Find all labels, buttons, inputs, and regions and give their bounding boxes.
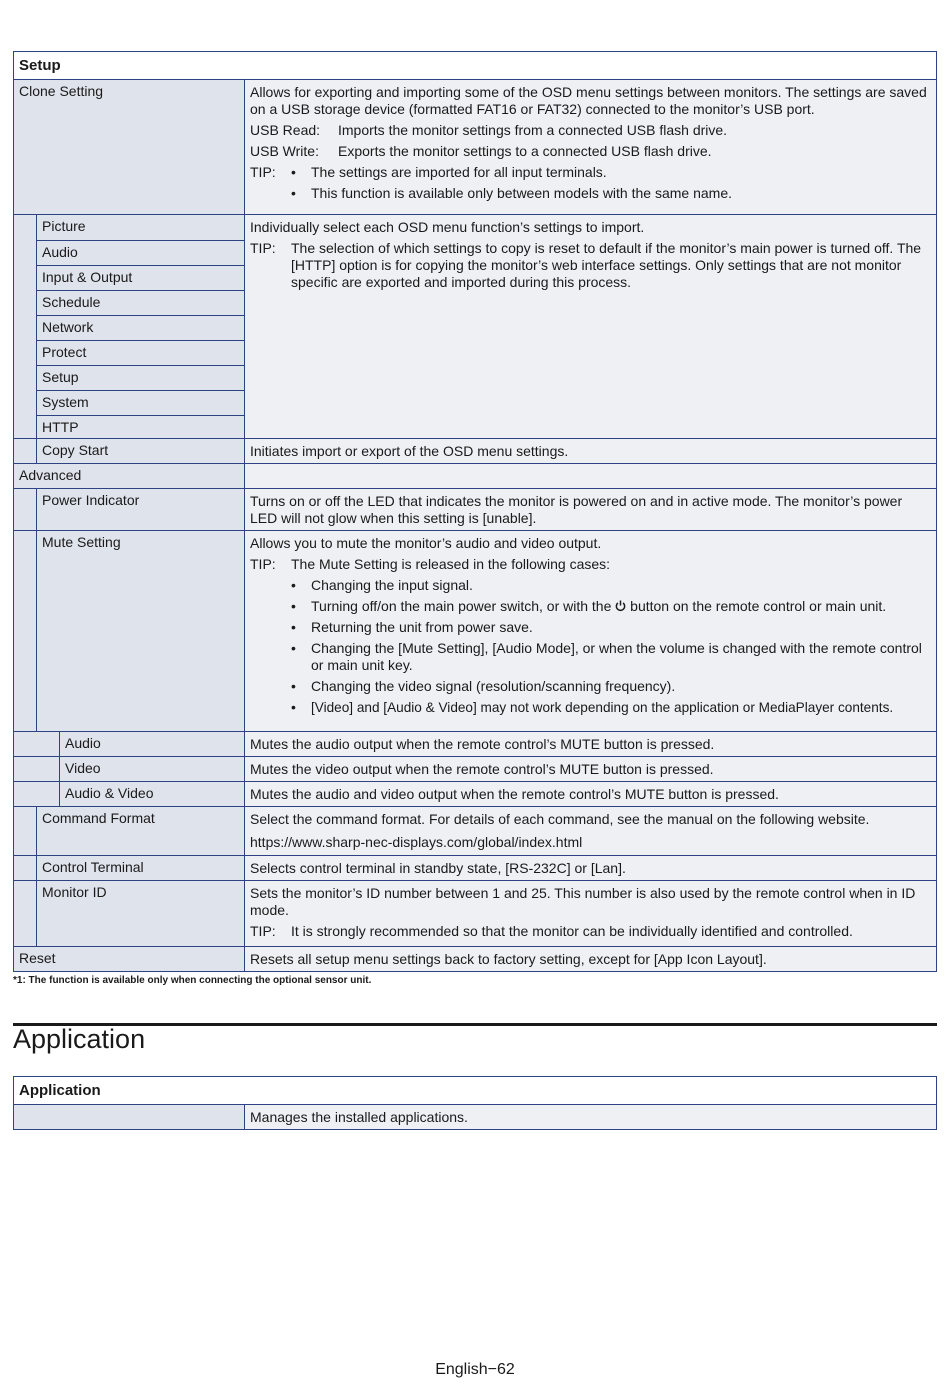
clone-tip-bullet: This function is available only between models with the same name.: [311, 185, 732, 201]
mute-setting-row: [14, 530, 936, 731]
setup-table-title: Setup: [14, 52, 936, 79]
command-format-row: [14, 806, 936, 855]
mute-bullet: [Video] and [Audio & Video] may not work depending on the application or MediaPlayer contents.: [311, 700, 894, 715]
setup-table: [13, 51, 937, 972]
mute-tip-key: TIP:: [250, 556, 276, 572]
mute-bullet: Returning the unit from power save.: [311, 619, 533, 635]
clone-item-setup: Setup: [37, 365, 244, 390]
command-format-label: Command Format: [42, 810, 155, 826]
bullet-icon: •: [291, 640, 296, 656]
mute-av-desc: Mutes the audio and video output when the remote control’s MUTE button is pressed.: [250, 786, 779, 802]
bullet-icon: •: [291, 577, 296, 593]
command-format-desc: Select the command format. For details of each command, see the manual on the following website.: [250, 811, 870, 827]
bullet-icon: •: [291, 699, 296, 715]
clone-setting-desc: Allows for exporting and importing some of the OSD menu settings between monitors. The settings are saved on a USB storage device (formatted FAT16 or FAT32) connected to the monitor’s USB port.: [250, 84, 927, 117]
mute-bullet: Changing the video signal (resolution/scanning frequency).: [311, 678, 676, 694]
section-divider: [13, 1023, 937, 1026]
clone-item-system: System: [37, 390, 244, 415]
usb-write-value: Exports the monitor settings to a connected USB flash drive.: [338, 143, 712, 159]
application-table: [13, 1076, 937, 1130]
clone-items-tip-key: TIP:: [250, 240, 276, 256]
clone-setting-row: [14, 79, 936, 214]
clone-item-protect: Protect: [37, 340, 244, 365]
clone-tip-bullet: The settings are imported for all input terminals.: [311, 164, 607, 180]
application-desc: Manages the installed applications.: [250, 1109, 468, 1125]
mute-video-desc: Mutes the video output when the remote control’s MUTE button is pressed.: [250, 761, 714, 777]
mute-power-text-pre: Turning off/on the main power switch, or with the: [311, 598, 612, 614]
control-terminal-label: Control Terminal: [42, 859, 144, 875]
clone-setting-label: Clone Setting: [19, 83, 104, 99]
mute-av-row: [14, 781, 936, 806]
usb-read-value: Imports the monitor settings from a connected USB flash drive.: [338, 122, 728, 138]
advanced-label: Advanced: [19, 467, 82, 483]
reset-row: [14, 946, 936, 971]
advanced-row: [14, 463, 936, 488]
footnote: *1: The function is available only when connecting the optional sensor unit.: [13, 975, 372, 986]
monitor-id-tip: It is strongly recommended so that the monitor can be individually identified and controlled.: [291, 923, 853, 939]
copy-start-label: Copy Start: [42, 442, 109, 458]
bullet-icon: •: [291, 619, 296, 635]
bullet-icon: •: [291, 678, 296, 694]
reset-desc: Resets all setup menu settings back to factory setting, except for [App Icon Layout].: [250, 951, 767, 967]
mute-audio-label: Audio: [65, 735, 101, 751]
mute-bullet: Changing the [Mute Setting], [Audio Mode], or when the volume is changed with the remote control or main unit key.: [311, 640, 922, 673]
monitor-id-desc: Sets the monitor’s ID number between 1 and 25. This number is also used by the remote control when in ID mode.: [250, 885, 916, 918]
mute-setting-label: Mute Setting: [42, 534, 121, 550]
mute-video-row: [14, 756, 936, 781]
bullet-icon: •: [291, 164, 296, 180]
power-indicator-label: Power Indicator: [42, 492, 140, 508]
mute-audio-desc: Mutes the audio output when the remote control’s MUTE button is pressed.: [250, 736, 715, 752]
control-terminal-row: [14, 855, 936, 880]
page-number: English−62: [435, 1361, 515, 1378]
copy-start-row: [14, 438, 936, 463]
monitor-id-tip-key: TIP:: [250, 923, 276, 939]
application-heading: Application: [13, 1024, 146, 1054]
bullet-icon: •: [291, 185, 296, 201]
command-format-url[interactable]: https://www.sharp-nec-displays.com/global/index.html: [250, 834, 583, 850]
application-row: [14, 1104, 936, 1129]
power-icon: [615, 600, 626, 612]
clone-item-audio: Audio: [37, 240, 244, 265]
mute-audio-row: [14, 731, 936, 756]
mute-video-label: Video: [65, 760, 101, 776]
clone-item-network: Network: [37, 315, 244, 340]
usb-write-key: USB Write:: [250, 143, 319, 159]
clone-item-http: HTTP: [37, 415, 244, 438]
application-table-title: Application: [14, 1077, 936, 1104]
mute-bullet: Changing the input signal.: [311, 577, 473, 593]
mute-power-text-post: button on the remote control or main unit.: [630, 598, 887, 614]
mute-av-label: Audio & Video: [65, 785, 154, 801]
clone-items-row: [14, 214, 936, 438]
power-indicator-row: [14, 488, 936, 530]
mute-setting-desc: Allows you to mute the monitor’s audio and video output.: [250, 535, 602, 551]
control-terminal-desc: Selects control terminal in standby state, [RS-232C] or [Lan].: [250, 860, 626, 876]
usb-read-key: USB Read:: [250, 122, 321, 138]
clone-tip-key: TIP:: [250, 164, 276, 180]
clone-item-input-output: Input & Output: [37, 265, 244, 290]
power-indicator-desc: Turns on or off the LED that indicates the monitor is powered on and in active mode. The monitor’s power LED will not glow when this setting is [unable].: [250, 493, 903, 526]
clone-item-picture: Picture: [42, 218, 86, 234]
copy-start-desc: Initiates import or export of the OSD menu settings.: [250, 443, 569, 459]
mute-tip: The Mute Setting is released in the following cases:: [291, 556, 611, 572]
clone-items-tip: The selection of which settings to copy is reset to default if the monitor’s main power is turned off. The [HTTP] option is for copying the monitor’s web interface settings. Only settings that are not monitor specific are exported and imported during this process.: [291, 240, 922, 290]
clone-items-desc: Individually select each OSD menu function’s settings to import.: [250, 219, 645, 235]
clone-item-schedule: Schedule: [37, 290, 244, 315]
reset-label: Reset: [19, 950, 56, 966]
monitor-id-row: [14, 880, 936, 946]
monitor-id-label: Monitor ID: [42, 884, 107, 900]
bullet-icon: •: [291, 598, 296, 614]
